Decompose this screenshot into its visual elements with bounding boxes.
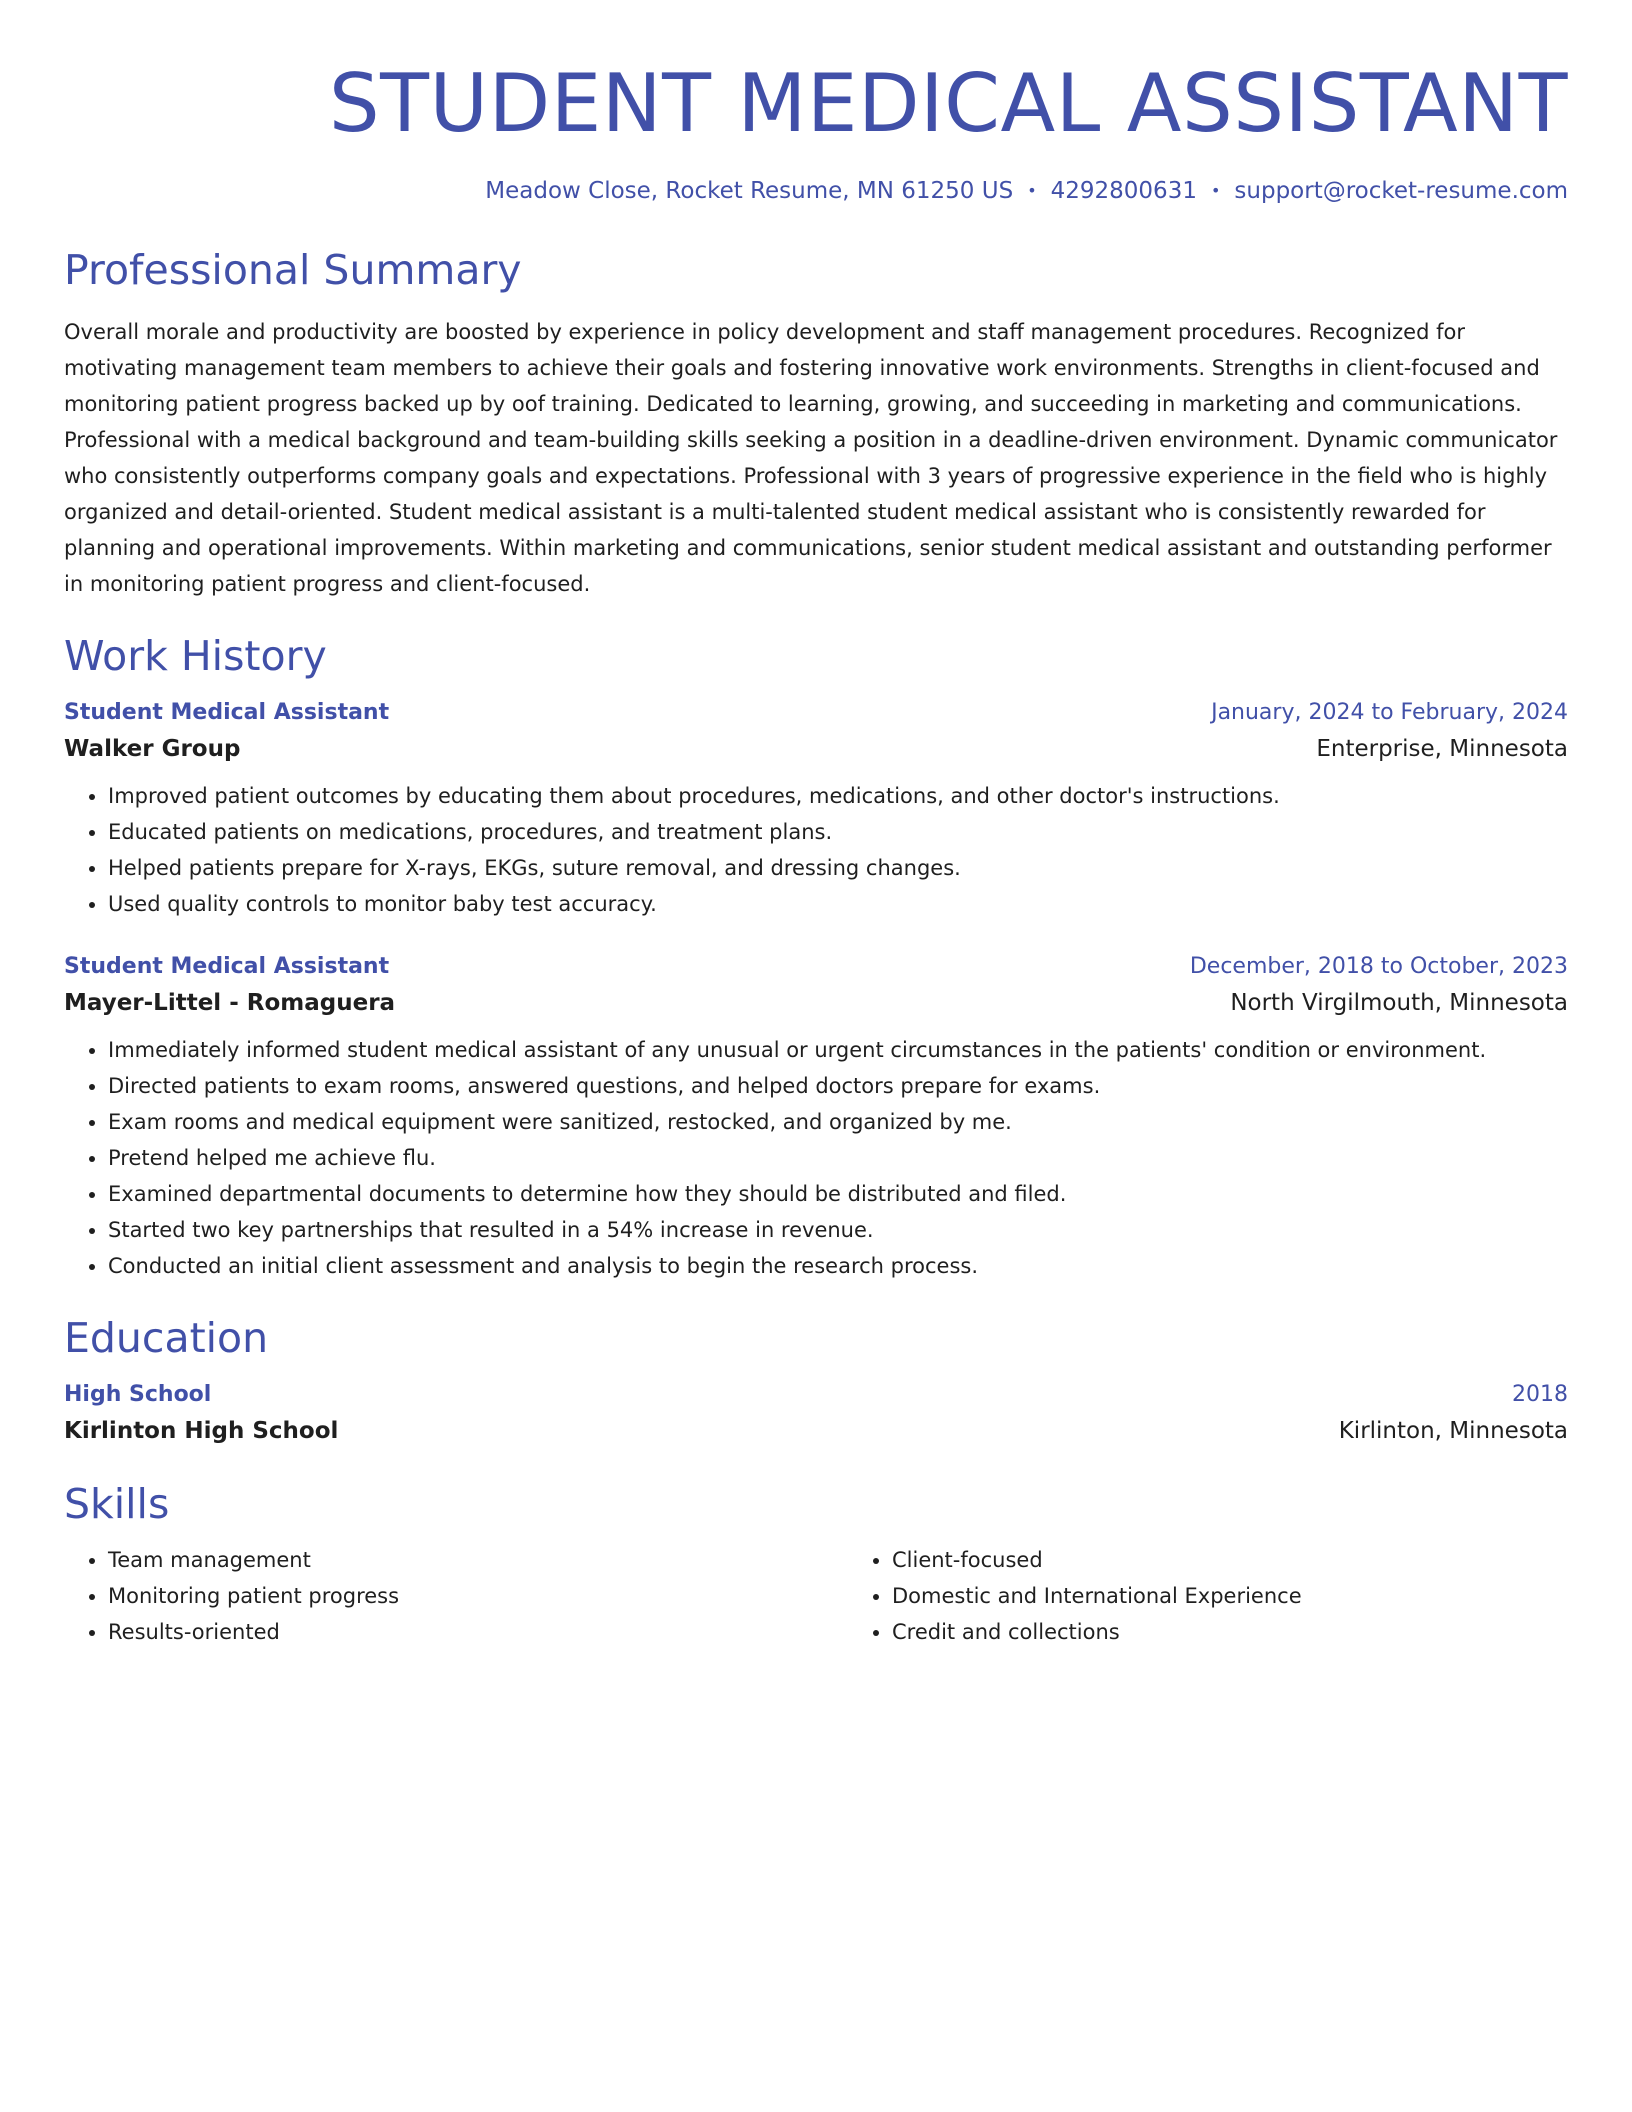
skills-grid	[64, 1542, 1568, 1650]
job-company-row	[64, 730, 1568, 768]
section-title-work-history: Work History	[64, 632, 327, 680]
contact-email: support@rocket-resume.com	[1234, 178, 1568, 204]
skill-item: • Results-oriented	[108, 1614, 848, 1650]
job-bullets	[64, 1032, 1568, 1284]
section-title-summary: Professional Summary	[64, 246, 522, 294]
job-role: Student Medical Assistant	[64, 954, 390, 979]
job-dates: January, 2024 to February, 2024	[1211, 700, 1568, 725]
job-bullet: • Directed patients to exam rooms, answered questions, and helped doctors prepare for exams.	[108, 1068, 1568, 1104]
job-bullet: • Used quality controls to monitor baby test accuracy.	[108, 886, 1568, 922]
job-bullet: • Improved patient outcomes by educating them about procedures, medications, and other doctor's instructions.	[108, 778, 1568, 814]
resume-header	[64, 56, 1568, 206]
skill-item: • Credit and collections	[892, 1614, 1568, 1650]
job-bullet: • Helped patients prepare for X-rays, EKGs, suture removal, and dressing changes.	[108, 850, 1568, 886]
section-title-education: Education	[64, 1314, 269, 1362]
contact-address: Meadow Close, Rocket Resume, MN 61250 US	[485, 178, 1014, 204]
skills-section	[64, 1478, 1568, 1650]
job-location: Enterprise, Minnesota	[1316, 736, 1568, 762]
job-bullets	[64, 778, 1568, 922]
candidate-name: STUDENT MEDICAL ASSISTANT	[328, 57, 1568, 150]
education-entry	[64, 1378, 1568, 1450]
education-school-row	[64, 1412, 1568, 1450]
education-school: Kirlinton High School	[64, 1418, 339, 1444]
education-header-row	[64, 1378, 1568, 1412]
contact-line	[64, 176, 1568, 206]
job-bullet: • Exam rooms and medical equipment were sanitized, restocked, and organized by me.	[108, 1104, 1568, 1140]
skills-list-right	[848, 1542, 1568, 1650]
education-section	[64, 1312, 1568, 1450]
job-bullet: • Conducted an initial client assessment and analysis to begin the research process.	[108, 1248, 1568, 1284]
skill-item: • Team management	[108, 1542, 848, 1578]
job-header-row	[64, 950, 1568, 984]
skill-item: • Domestic and International Experience	[892, 1578, 1568, 1614]
job-company-row	[64, 984, 1568, 1022]
job-bullet: • Examined departmental documents to determine how they should be distributed and filed.	[108, 1176, 1568, 1212]
job-header-row	[64, 696, 1568, 730]
skill-item: • Client-focused	[892, 1542, 1568, 1578]
job-bullet: • Educated patients on medications, procedures, and treatment plans.	[108, 814, 1568, 850]
contact-separator: •	[1027, 181, 1037, 200]
job-company: Walker Group	[64, 736, 241, 762]
job-entry	[64, 696, 1568, 922]
job-entry	[64, 950, 1568, 1284]
professional-summary-section	[64, 244, 1568, 602]
job-bullet: • Started two key partnerships that resulted in a 54% increase in revenue.	[108, 1212, 1568, 1248]
job-location: North Virgilmouth, Minnesota	[1230, 990, 1568, 1016]
education-year: 2018	[1512, 1382, 1568, 1407]
job-bullet: • Pretend helped me achieve flu.	[108, 1140, 1568, 1176]
section-title-skills: Skills	[64, 1480, 170, 1528]
summary-text: Overall morale and productivity are boosted by experience in policy development and staff management procedures. Recognized for motivating management team members to achieve their goals and fostering innovative work environments. Strengths in client-focused and monitoring patient progress backed up by oof training. Dedicated to learning, growing, and succeeding in marketing and communications. Professional with a medical background and team-building skills seeking a position in a deadline-driven environment. Dynamic communicator who consistently outperforms company goals and expectations. Professional with 3 years of progressive experience in the field who is highly organized and detail-oriented. Student medical assistant is a multi-talented student medical assistant who is consistently rewarded for planning and operational improvements. Within marketing and communications, senior student medical assistant and outstanding performer in monitoring patient progress and client-focused.	[64, 320, 1558, 596]
job-bullet: • Immediately informed student medical assistant of any unusual or urgent circumstances in the patients' condition or environment.	[108, 1032, 1568, 1068]
job-role: Student Medical Assistant	[64, 700, 390, 725]
work-history-section	[64, 630, 1568, 1284]
job-company: Mayer-Littel - Romaguera	[64, 990, 396, 1016]
education-location: Kirlinton, Minnesota	[1338, 1418, 1568, 1444]
education-degree: High School	[64, 1382, 212, 1407]
job-dates: December, 2018 to October, 2023	[1189, 954, 1568, 979]
skills-list-left	[64, 1542, 848, 1650]
contact-separator: •	[1210, 181, 1221, 200]
contact-phone: 4292800631	[1050, 178, 1197, 204]
skill-item: • Monitoring patient progress	[108, 1578, 848, 1614]
